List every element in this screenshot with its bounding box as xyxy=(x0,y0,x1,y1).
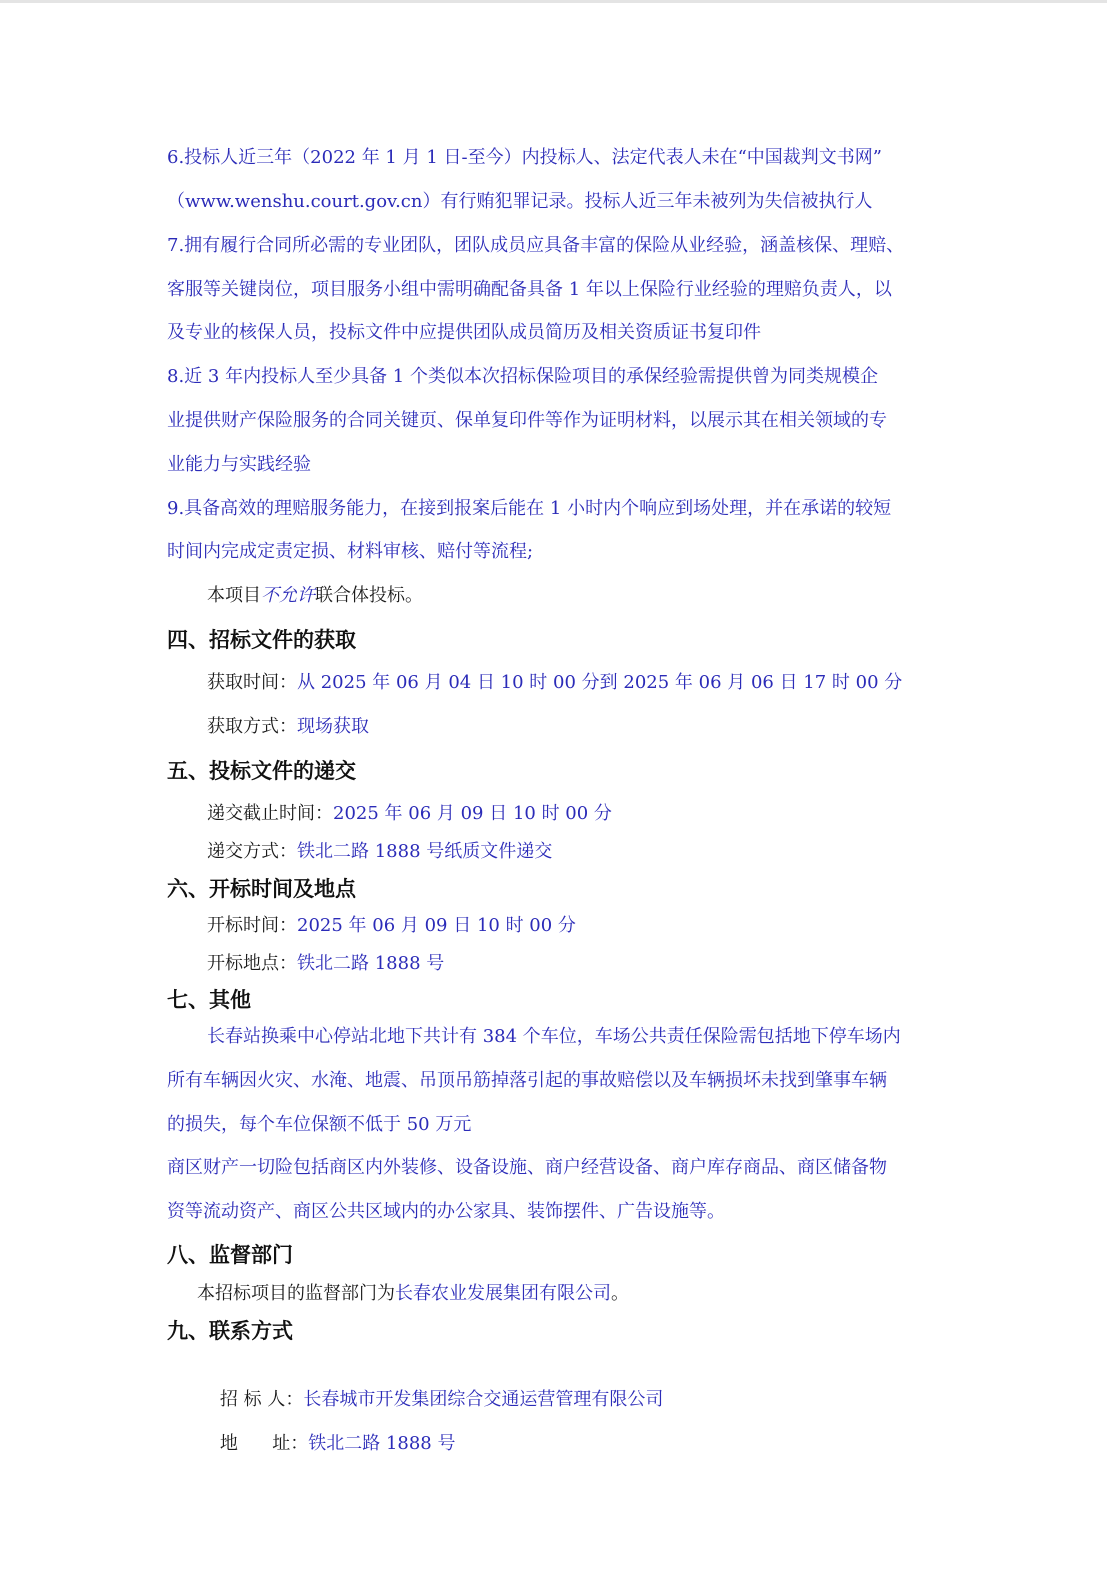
section9-tenderer-value: 长春城市开发集团综合交通运营管理有限公司 xyxy=(303,1389,664,1410)
consortium-prefix: 本项目 xyxy=(207,585,261,606)
item7-line1: 7.拥有履行合同所必需的专业团队，团队成员应具备丰富的保险从业经验，涵盖核保、理赔、 xyxy=(167,235,905,256)
section4-method-row xyxy=(207,714,987,740)
section5-heading: 五、投标文件的递交 xyxy=(167,759,356,783)
section8-body xyxy=(197,1281,977,1307)
section8-prefix: 本招标项目的监督部门为 xyxy=(197,1283,395,1304)
section4-time-label: 获取时间： xyxy=(207,672,297,693)
section6-place-row xyxy=(207,951,987,977)
consortium-line xyxy=(207,583,987,609)
section9-address-value: 铁北二路 1888 号 xyxy=(308,1433,456,1454)
section6-place-label: 开标地点： xyxy=(207,953,297,974)
section6-heading: 六、开标时间及地点 xyxy=(167,877,356,901)
section9-address-row xyxy=(197,1405,977,1483)
section5-method-value: 铁北二路 1888 号纸质文件递交 xyxy=(297,841,553,862)
section8-value: 长春农业发展集团有限公司 xyxy=(395,1283,611,1304)
section4-heading: 四、招标文件的获取 xyxy=(167,628,356,652)
section4-time-row xyxy=(207,670,987,696)
section9-tenderer-label: 招 标 人： xyxy=(219,1389,304,1410)
section8-suffix: 。 xyxy=(611,1283,629,1304)
section5-deadline-row xyxy=(207,801,987,827)
section5-deadline-label: 递交截止时间： xyxy=(207,803,333,824)
item6-line2: （www.wenshu.court.gov.cn）有行贿犯罪记录。投标人近三年未被列为失信被执行人 xyxy=(167,191,873,212)
section5-method-row xyxy=(207,839,987,865)
section6-time-row xyxy=(207,913,987,939)
section7-p1-line3: 的损失，每个车位保额不低于 50 万元 xyxy=(167,1114,472,1135)
item6-line1: 6.投标人近三年（2022 年 1 月 1 日-至今）内投标人、法定代表人未在“中国裁判文书网” xyxy=(167,147,882,168)
item7-line3: 及专业的核保人员，投标文件中应提供团队成员简历及相关资质证书复印件 xyxy=(167,322,761,343)
item9-line1: 9.具备高效的理赔服务能力，在接到报案后能在 1 小时内个响应到场处理，并在承诺的较短 xyxy=(167,498,892,519)
section7-p2-line2: 资等流动资产、商区公共区域内的办公家具、装饰摆件、广告设施等。 xyxy=(167,1201,725,1222)
section6-time-value: 2025 年 06 月 09 日 10 时 00 分 xyxy=(297,915,576,936)
consortium-suffix: 联合体投标。 xyxy=(315,585,423,606)
section7-heading: 七、其他 xyxy=(167,988,251,1012)
section5-deadline-value: 2025 年 06 月 09 日 10 时 00 分 xyxy=(333,803,612,824)
item9-line2: 时间内完成定责定损、材料审核、赔付等流程; xyxy=(167,541,534,562)
section9-heading: 九、联系方式 xyxy=(167,1319,293,1343)
section4-method-value: 现场获取 xyxy=(297,716,369,737)
section4-method-label: 获取方式： xyxy=(207,716,297,737)
item8-line3: 业能力与实践经验 xyxy=(167,454,311,475)
section5-method-label: 递交方式： xyxy=(207,841,297,862)
item8-line1: 8.近 3 年内投标人至少具备 1 个类似本次招标保险项目的承保经验需提供曾为同类规模企 xyxy=(167,366,878,387)
section6-time-label: 开标时间： xyxy=(207,915,297,936)
section6-place-value: 铁北二路 1888 号 xyxy=(297,953,445,974)
section7-p1-line2: 所有车辆因火灾、水淹、地震、吊顶吊筋掉落引起的事故赔偿以及车辆损坏未找到肇事车辆 xyxy=(167,1070,887,1091)
item7-line2: 客服等关键岗位，项目服务小组中需明确配备具备 1 年以上保险行业经验的理赔负责人，以 xyxy=(167,279,892,300)
section9-address-label: 地 址： xyxy=(219,1433,309,1454)
section4-time-value: 从 2025 年 06 月 04 日 10 时 00 分到 2025 年 06 月 06 日 17 时 00 分 xyxy=(297,672,903,693)
section8-heading: 八、监督部门 xyxy=(167,1243,293,1267)
consortium-value: 不允许 xyxy=(261,585,315,606)
section7-p2-line1: 商区财产一切险包括商区内外装修、设备设施、商户经营设备、商户库存商品、商区储备物 xyxy=(167,1157,887,1178)
item8-line2: 业提供财产保险服务的合同关键页、保单复印件等作为证明材料，以展示其在相关领域的专 xyxy=(167,410,887,431)
section7-p1-line1: 长春站换乘中心停站北地下共计有 384 个车位，车场公共责任保险需包括地下停车场内 xyxy=(207,1026,901,1047)
